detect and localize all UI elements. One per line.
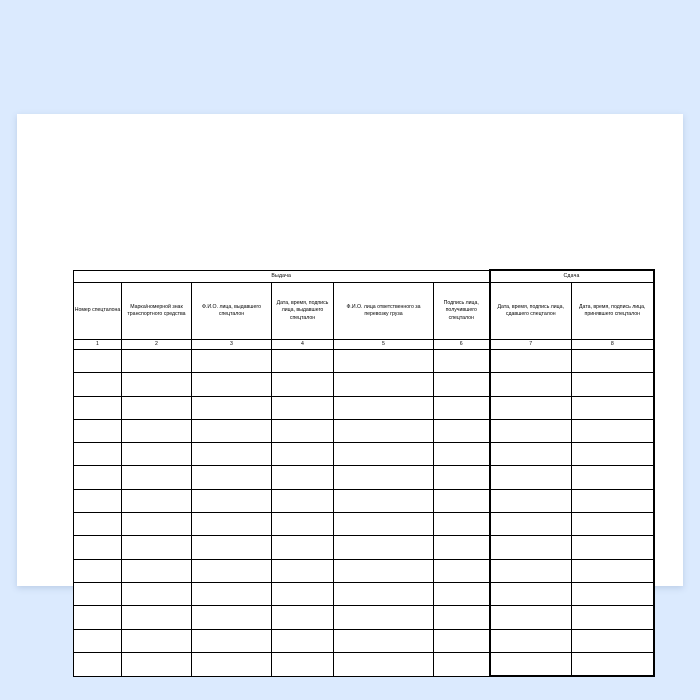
table-cell[interactable] [272, 466, 334, 489]
table-cell[interactable] [572, 443, 654, 466]
table-row[interactable] [74, 606, 654, 629]
table-cell[interactable] [272, 582, 334, 605]
table-cell[interactable] [572, 606, 654, 629]
column-header-8: Дата, время, подпись лица, принявшего спецталон [572, 283, 654, 340]
table-cell[interactable] [74, 513, 122, 536]
table-cell[interactable] [434, 582, 490, 605]
table-cell[interactable] [334, 652, 434, 676]
table-cell[interactable] [74, 652, 122, 676]
table-cell[interactable] [490, 396, 572, 419]
column-number-2: 2 [122, 340, 192, 350]
table-cell[interactable] [192, 582, 272, 605]
table-cell[interactable] [490, 559, 572, 582]
table-cell[interactable] [74, 373, 122, 396]
table-cell[interactable] [572, 582, 654, 605]
table-cell[interactable] [334, 396, 434, 419]
table-cell[interactable] [434, 350, 490, 373]
table-cell[interactable] [334, 350, 434, 373]
table-cell[interactable] [434, 419, 490, 442]
table-cell[interactable] [490, 582, 572, 605]
table-cell[interactable] [272, 350, 334, 373]
table-cell[interactable] [490, 629, 572, 652]
table-head [74, 270, 654, 350]
table-cell[interactable] [122, 582, 192, 605]
table-cell[interactable] [572, 652, 654, 676]
table-cell[interactable] [334, 559, 434, 582]
column-header-3: Ф.И.О. лица, выдавшего спецталон [192, 283, 272, 340]
table-cell[interactable] [192, 466, 272, 489]
table-cell[interactable] [490, 652, 572, 676]
table-row[interactable] [74, 350, 654, 373]
table-cell[interactable] [434, 559, 490, 582]
table-cell[interactable] [434, 489, 490, 512]
table-cell[interactable] [122, 513, 192, 536]
table-cell[interactable] [572, 373, 654, 396]
table-cell[interactable] [74, 606, 122, 629]
table-cell[interactable] [272, 419, 334, 442]
table-cell[interactable] [434, 652, 490, 676]
column-number-8: 8 [572, 340, 654, 350]
table-cell[interactable] [572, 396, 654, 419]
table-cell[interactable] [334, 536, 434, 559]
table-cell[interactable] [74, 419, 122, 442]
table-cell[interactable] [74, 466, 122, 489]
table-cell[interactable] [572, 536, 654, 559]
table-cell[interactable] [74, 443, 122, 466]
column-number-1: 1 [74, 340, 122, 350]
table-cell[interactable] [192, 489, 272, 512]
table-cell[interactable] [272, 652, 334, 676]
table-cell[interactable] [272, 489, 334, 512]
table-cell[interactable] [490, 373, 572, 396]
journal-table-wrapper [73, 269, 653, 659]
table-row[interactable] [74, 582, 654, 605]
table-cell[interactable] [490, 419, 572, 442]
column-header-1: Номер спецталона [74, 283, 122, 340]
table-row[interactable] [74, 489, 654, 512]
table-cell[interactable] [272, 536, 334, 559]
table-cell[interactable] [272, 513, 334, 536]
table-cell[interactable] [74, 350, 122, 373]
table-cell[interactable] [74, 396, 122, 419]
table-cell[interactable] [434, 443, 490, 466]
table-row[interactable] [74, 419, 654, 442]
table-cell[interactable] [74, 489, 122, 512]
table-cell[interactable] [74, 559, 122, 582]
table-cell[interactable] [74, 629, 122, 652]
table-row[interactable] [74, 652, 654, 676]
table-cell[interactable] [122, 419, 192, 442]
table-cell[interactable] [192, 396, 272, 419]
table-cell[interactable] [272, 559, 334, 582]
column-number-row [74, 340, 654, 350]
table-cell[interactable] [334, 629, 434, 652]
group-header-vydacha: Выдача [74, 270, 490, 283]
table-cell[interactable] [192, 652, 272, 676]
column-number-4: 4 [272, 340, 334, 350]
column-number-5: 5 [334, 340, 434, 350]
column-number-7: 7 [490, 340, 572, 350]
table-cell[interactable] [192, 419, 272, 442]
table-cell[interactable] [490, 466, 572, 489]
table-row[interactable] [74, 629, 654, 652]
table-row[interactable] [74, 443, 654, 466]
column-header-row [74, 283, 654, 340]
table-cell[interactable] [272, 373, 334, 396]
table-cell[interactable] [272, 443, 334, 466]
table-cell[interactable] [490, 443, 572, 466]
table-cell[interactable] [192, 373, 272, 396]
table-cell[interactable] [272, 606, 334, 629]
column-header-7: Дата, время, подпись лица, сдавшего спецталон [490, 283, 572, 340]
table-cell[interactable] [122, 466, 192, 489]
table-cell[interactable] [192, 536, 272, 559]
table-row[interactable] [74, 559, 654, 582]
column-header-5: Ф.И.О. лица ответственного за перевозку груза [334, 283, 434, 340]
column-header-4: Дата, время, подпись лица, выдавшего спецталон [272, 283, 334, 340]
column-header-2: Марка/номерной знак транспортного средства [122, 283, 192, 340]
table-cell[interactable] [74, 582, 122, 605]
table-cell[interactable] [122, 559, 192, 582]
table-cell[interactable] [192, 443, 272, 466]
table-row[interactable] [74, 396, 654, 419]
table-cell[interactable] [334, 466, 434, 489]
table-cell[interactable] [192, 513, 272, 536]
table-cell[interactable] [74, 536, 122, 559]
column-header-6: Подпись лица, получившего спецталон [434, 283, 490, 340]
table-row[interactable] [74, 466, 654, 489]
table-cell[interactable] [334, 489, 434, 512]
table-cell[interactable] [490, 536, 572, 559]
table-cell[interactable] [334, 443, 434, 466]
table-cell[interactable] [434, 513, 490, 536]
table-cell[interactable] [572, 419, 654, 442]
table-cell[interactable] [192, 629, 272, 652]
column-number-6: 6 [434, 340, 490, 350]
table-cell[interactable] [490, 513, 572, 536]
table-cell[interactable] [334, 513, 434, 536]
table-cell[interactable] [490, 489, 572, 512]
table-cell[interactable] [434, 466, 490, 489]
document-sheet [17, 114, 683, 586]
table-cell[interactable] [272, 396, 334, 419]
table-cell[interactable] [272, 629, 334, 652]
table-cell[interactable] [122, 652, 192, 676]
table-cell[interactable] [572, 513, 654, 536]
table-cell[interactable] [334, 606, 434, 629]
column-number-3: 3 [192, 340, 272, 350]
table-cell[interactable] [122, 373, 192, 396]
table-cell[interactable] [122, 536, 192, 559]
group-header-row [74, 270, 654, 283]
table-cell[interactable] [434, 629, 490, 652]
table-cell[interactable] [572, 466, 654, 489]
table-cell[interactable] [334, 419, 434, 442]
table-cell[interactable] [434, 536, 490, 559]
table-cell[interactable] [572, 350, 654, 373]
table-cell[interactable] [192, 350, 272, 373]
table-cell[interactable] [490, 350, 572, 373]
table-cell[interactable] [334, 373, 434, 396]
table-cell[interactable] [434, 396, 490, 419]
table-row[interactable] [74, 373, 654, 396]
table-cell[interactable] [192, 606, 272, 629]
table-cell[interactable] [122, 443, 192, 466]
table-cell[interactable] [122, 606, 192, 629]
group-header-sdacha: Сдача [490, 270, 654, 283]
table-cell[interactable] [572, 559, 654, 582]
table-body [74, 350, 654, 677]
table-cell[interactable] [122, 629, 192, 652]
journal-table [73, 269, 655, 677]
table-cell[interactable] [434, 606, 490, 629]
table-cell[interactable] [122, 489, 192, 512]
table-cell[interactable] [192, 559, 272, 582]
table-cell[interactable] [490, 606, 572, 629]
table-cell[interactable] [434, 373, 490, 396]
table-cell[interactable] [122, 350, 192, 373]
table-cell[interactable] [572, 629, 654, 652]
table-row[interactable] [74, 536, 654, 559]
table-cell[interactable] [572, 489, 654, 512]
table-cell[interactable] [334, 582, 434, 605]
table-cell[interactable] [122, 396, 192, 419]
table-row[interactable] [74, 513, 654, 536]
